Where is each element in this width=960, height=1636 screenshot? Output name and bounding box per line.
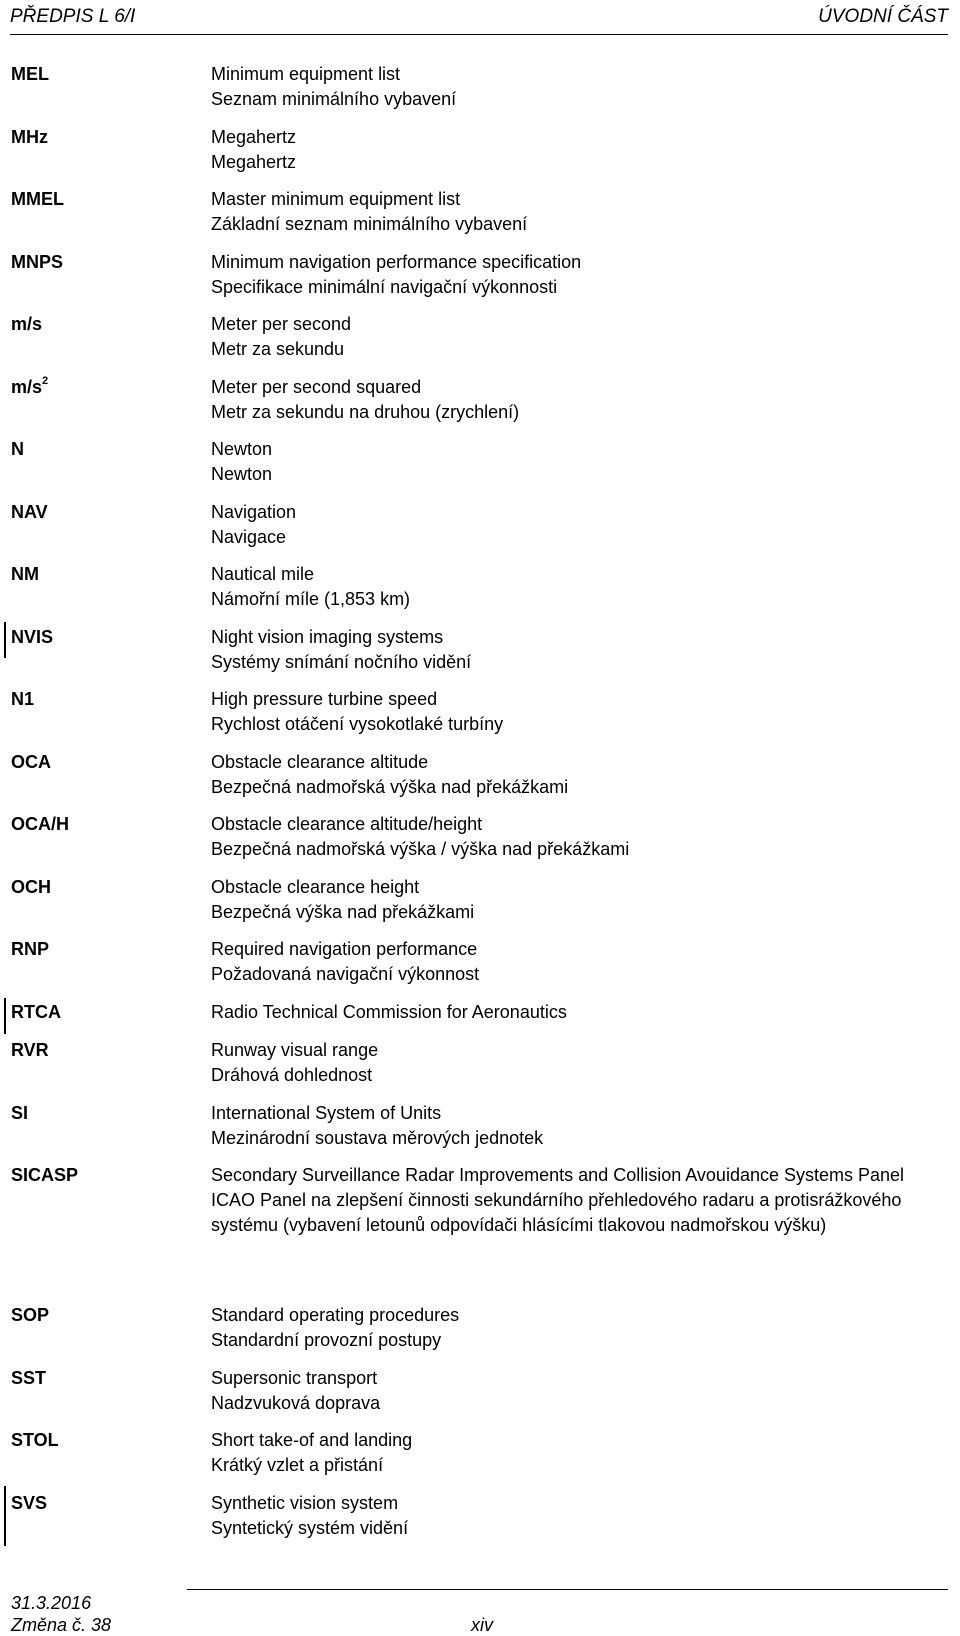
abbreviation-definition [211, 1101, 956, 1151]
definition-czech: Systémy snímání nočního vidění [211, 652, 472, 672]
abbreviation-definition [211, 875, 956, 925]
definition-english: Minimum navigation performance specification [211, 252, 582, 272]
definition-english: Minimum equipment list [211, 64, 401, 84]
footer-divider [187, 1589, 948, 1590]
abbreviation-text: m/s [11, 314, 43, 334]
definition-english: Synthetic vision system [211, 1493, 399, 1513]
definition-czech: Specifikace minimální navigační výkonnosti [211, 277, 558, 297]
definition-czech: Námořní míle (1,853 km) [211, 589, 411, 609]
abbreviation-text: OCH [11, 877, 51, 897]
definition-czech: Požadovaná navigační výkonnost [211, 964, 480, 984]
abbreviation-definition [211, 625, 956, 675]
abbreviation-definition [211, 687, 956, 737]
abbreviation-text: MMEL [11, 189, 64, 209]
abbreviation-definition [211, 750, 956, 800]
abbreviation-text: RVR [11, 1040, 49, 1060]
abbreviation-text: OCA/H [11, 814, 69, 834]
abbreviation-term [11, 750, 51, 775]
definition-english: Radio Technical Commission for Aeronautics [211, 1002, 567, 1022]
definition-czech: Krátký vzlet a přistání [211, 1455, 384, 1475]
abbreviation-text: SST [11, 1368, 47, 1388]
abbreviation-text: SI [11, 1103, 29, 1123]
abbreviation-term [11, 312, 42, 337]
abbreviation-term [11, 1163, 78, 1188]
header-section-title: ÚVODNÍ ČÁST [818, 6, 948, 27]
definition-english: Supersonic transport [211, 1368, 378, 1388]
abbreviation-term [11, 1366, 46, 1391]
change-bar [4, 998, 6, 1034]
abbreviation-term [11, 562, 39, 587]
abbreviation-term [11, 687, 34, 712]
header-document-title: PŘEDPIS L 6/I [10, 6, 136, 27]
definition-english: Runway visual range [211, 1040, 379, 1060]
abbreviation-definition [211, 250, 956, 300]
abbreviation-term [11, 937, 49, 962]
abbreviation-definition [211, 562, 956, 612]
definition-english: Obstacle clearance altitude [211, 752, 429, 772]
definition-english: Required navigation performance [211, 939, 478, 959]
abbreviation-definition [211, 1303, 956, 1353]
abbreviation-text: SICASP [11, 1165, 79, 1185]
abbreviation-text: MEL [11, 64, 49, 84]
abbreviation-term [11, 375, 48, 400]
definition-czech: Standardní provozní postupy [211, 1330, 442, 1350]
abbreviation-term [11, 500, 48, 525]
definition-english: Meter per second squared [211, 377, 422, 397]
abbreviation-text: NVIS [11, 627, 54, 647]
definition-czech: Seznam minimálního vybavení [211, 89, 457, 109]
abbreviation-term [11, 1000, 61, 1025]
abbreviation-definition [211, 937, 956, 987]
abbreviation-term [11, 62, 49, 87]
abbreviation-definition [211, 1491, 956, 1541]
abbreviation-definition [211, 375, 956, 425]
definition-english: Short take-of and landing [211, 1430, 413, 1450]
abbreviation-definition [211, 1366, 956, 1416]
abbreviation-text: STOL [11, 1430, 59, 1450]
definition-english: Master minimum equipment list [211, 189, 461, 209]
abbreviation-term [11, 125, 48, 150]
definition-english: Meter per second [211, 314, 352, 334]
abbreviation-term [11, 625, 53, 650]
definition-czech: Nadzvuková doprava [211, 1393, 381, 1413]
footer-change-number: Změna č. 38 [11, 1615, 112, 1635]
abbreviation-text: NM [11, 564, 39, 584]
definition-czech: Metr za sekundu na druhou (zrychlení) [211, 402, 520, 422]
abbreviation-text: m/s [11, 377, 43, 397]
definition-english: Standard operating procedures [211, 1305, 460, 1325]
change-bar [4, 622, 6, 658]
footer-page-number: xiv [471, 1615, 493, 1635]
abbreviation-definition [211, 1428, 956, 1478]
definition-english: Obstacle clearance altitude/height [211, 814, 483, 834]
definition-english: Secondary Surveillance Radar Improvements and Collision Avouidance Systems Panel [211, 1165, 905, 1185]
abbreviation-definition [211, 62, 956, 112]
abbreviation-definition [211, 312, 956, 362]
abbreviation-text: N1 [11, 689, 35, 709]
definition-english: Obstacle clearance height [211, 877, 420, 897]
abbreviation-definition [211, 125, 956, 175]
abbreviation-text: MHz [11, 127, 48, 147]
definition-english: Megahertz [211, 127, 297, 147]
abbreviation-term [11, 1428, 59, 1453]
abbreviation-text: NAV [11, 502, 48, 522]
abbreviation-definition [211, 1000, 956, 1025]
definition-english: Newton [211, 439, 273, 459]
definition-czech: Metr za sekundu [211, 339, 345, 359]
definition-english: High pressure turbine speed [211, 689, 438, 709]
abbreviation-term [11, 875, 51, 900]
change-bar [4, 1486, 6, 1546]
abbreviation-term [11, 187, 64, 212]
footer-date: 31.3.2016 [11, 1593, 92, 1613]
definition-czech: Základní seznam minimálního vybavení [211, 214, 528, 234]
abbreviation-text: RNP [11, 939, 50, 959]
abbreviation-superscript: 2 [42, 375, 49, 387]
definition-english: Night vision imaging systems [211, 627, 444, 647]
abbreviation-term [11, 437, 24, 462]
abbreviation-term [11, 250, 63, 275]
abbreviation-text: MNPS [11, 252, 64, 272]
abbreviation-term [11, 1038, 49, 1063]
definition-english: International System of Units [211, 1103, 442, 1123]
abbreviation-text: RTCA [11, 1002, 61, 1022]
definition-czech: Navigace [211, 527, 287, 547]
definition-czech: Mezinárodní soustava měrových jednotek [211, 1128, 544, 1148]
abbreviation-text: SVS [11, 1493, 48, 1513]
definition-czech: Bezpečná výška nad překážkami [211, 902, 475, 922]
definition-english: Nautical mile [211, 564, 315, 584]
abbreviation-text: OCA [11, 752, 51, 772]
abbreviation-definition [211, 1038, 956, 1088]
abbreviation-definition [211, 1163, 956, 1238]
definition-czech: Syntetický systém vidění [211, 1518, 409, 1538]
definition-czech: Megahertz [211, 152, 297, 172]
definition-english: Navigation [211, 502, 297, 522]
definition-czech: Newton [211, 464, 273, 484]
abbreviation-definition [211, 437, 956, 487]
abbreviation-text: N [11, 439, 24, 459]
abbreviation-term [11, 812, 69, 837]
abbreviation-term [11, 1491, 47, 1516]
definition-czech: Bezpečná nadmořská výška nad překážkami [211, 777, 569, 797]
definition-czech: Rychlost otáčení vysokotlaké turbíny [211, 714, 504, 734]
definition-czech: Dráhová dohlednost [211, 1065, 373, 1085]
abbreviation-text: SOP [11, 1305, 50, 1325]
abbreviation-term [11, 1303, 49, 1328]
definition-czech: Bezpečná nadmořská výška / výška nad překážkami [211, 839, 630, 859]
abbreviation-definition [211, 500, 956, 550]
abbreviation-definition [211, 187, 956, 237]
abbreviation-definition [211, 812, 956, 862]
abbreviation-term [11, 1101, 28, 1126]
definition-czech: ICAO Panel na zlepšení činnosti sekundárního přehledového radaru a protisrážkového systému (vybavení letounů odpovídači hlásícími tlakovou nadmořskou výšku) [211, 1190, 902, 1235]
